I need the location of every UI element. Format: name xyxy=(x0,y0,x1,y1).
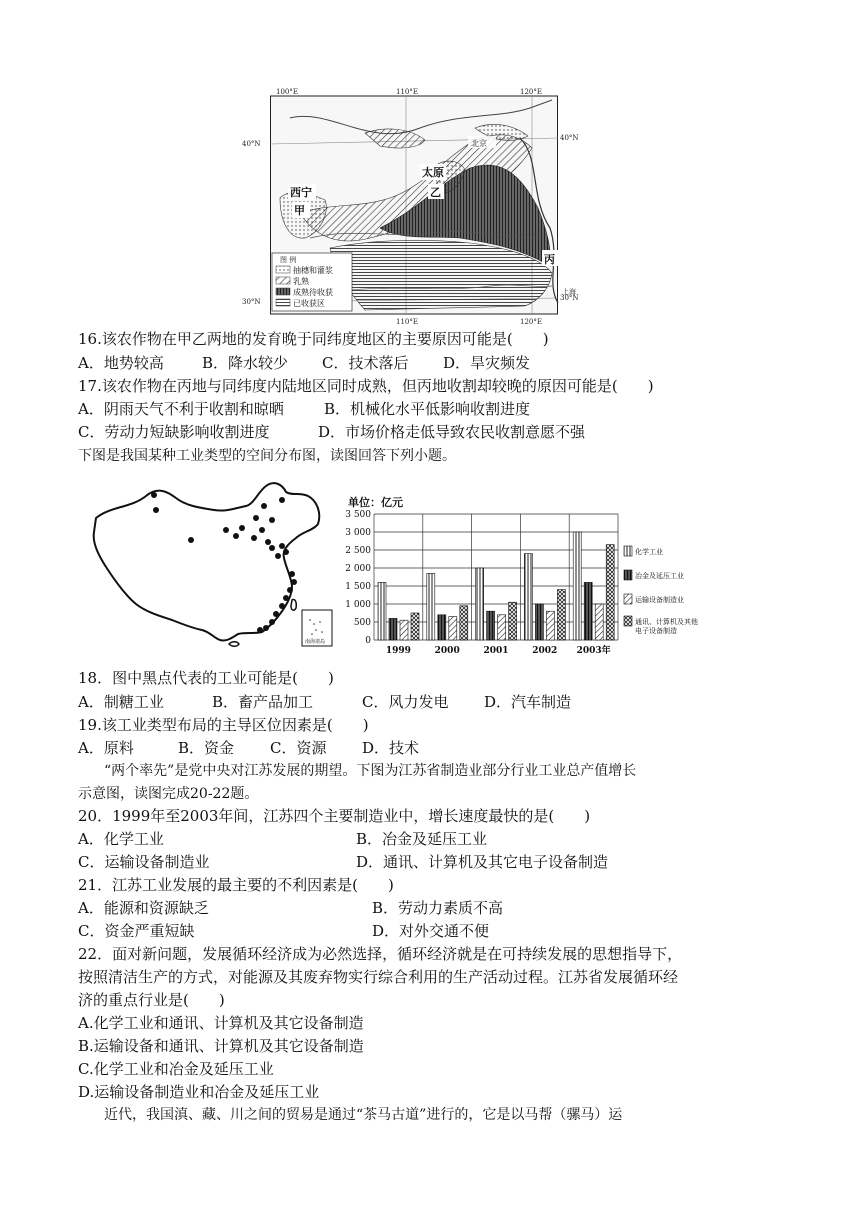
q20-stem: 20．1999年至2003年间，江苏四个主要制造业中，增长速度最快的是( ) xyxy=(78,807,591,825)
lon-label-110: 110°E xyxy=(396,88,418,96)
bar-3 xyxy=(449,617,457,640)
bar-4 xyxy=(606,545,614,640)
legend-swatch xyxy=(624,616,632,626)
legend-title: 图 例 xyxy=(280,256,297,264)
bar-2 xyxy=(535,604,543,640)
bar-1 xyxy=(476,568,484,640)
lat-label-30-right: 30°N xyxy=(560,294,579,302)
y-tick-label: 3 500 xyxy=(345,510,371,520)
x-tick-label: 2001 xyxy=(483,646,509,656)
q19-stem: 19.该工业类型布局的主导区位因素是( ) xyxy=(78,716,369,734)
lon-label-100: 100°E xyxy=(276,88,298,96)
bar-2 xyxy=(438,615,446,640)
q20-option-c: C．运输设备制造业 xyxy=(78,853,210,871)
place-bing: 丙 xyxy=(544,253,555,266)
lon-label-120: 120°E xyxy=(520,88,542,96)
y-tick-label: 500 xyxy=(353,618,371,628)
q16-option-b: B．降水较少 xyxy=(202,354,289,372)
intro-18-19: 下图是我国某种工业类型的空间分布图，读图回答下列小题。 xyxy=(78,448,456,464)
taiwan-island xyxy=(291,599,296,610)
place-xining: 西宁 xyxy=(290,186,312,199)
bar-1 xyxy=(573,532,581,640)
q17-option-d: D．市场价格走低导致农民收割意愿不强 xyxy=(318,423,586,441)
q18-option-b: B．畜产品加工 xyxy=(212,693,314,711)
legend-swatch-1 xyxy=(276,266,290,273)
place-jia: 甲 xyxy=(294,204,305,217)
q22-option-d: D.运输设备制造业和冶金及延压工业 xyxy=(78,1083,320,1101)
legend-label: 运输设备制造业 xyxy=(635,596,684,604)
place-beijing: 北京 xyxy=(471,139,487,148)
q19-option-b: B．资金 xyxy=(178,739,235,757)
q18-stem: 18．图中黑点代表的工业可能是( ) xyxy=(78,669,334,687)
y-tick-label: 1 000 xyxy=(345,600,371,610)
q17-option-b: B．机械化水平低影响收割进度 xyxy=(324,400,531,418)
legend-swatch-3 xyxy=(276,288,290,295)
legend-swatch xyxy=(624,570,632,580)
bar-2 xyxy=(584,582,592,640)
bar-2 xyxy=(389,618,397,640)
y-tick-label: 2 000 xyxy=(345,564,371,574)
bar-1 xyxy=(427,573,435,640)
y-tick-label: 1 500 xyxy=(345,582,371,592)
x-tick-label: 1999 xyxy=(385,646,411,656)
bar-1 xyxy=(524,554,532,640)
q19-option-d: D．技术 xyxy=(362,739,420,757)
legend-item-4: 已收获区 xyxy=(293,299,325,308)
q22-stem-line-2: 按照清洁生产的方式，对能源及其废弃物实行综合利用的生产活动过程。江苏省发展循环经 xyxy=(78,968,679,986)
q20-option-a: A．化学工业 xyxy=(78,830,164,848)
legend-item-2: 乳熟 xyxy=(293,277,309,286)
q19-option-c: C．资源 xyxy=(270,739,327,757)
bar-3 xyxy=(595,604,603,640)
bar-2 xyxy=(487,611,495,640)
q22-option-a: A.化学工业和通讯、计算机及其它设备制造 xyxy=(78,1014,364,1032)
bar-3 xyxy=(498,615,506,640)
x-tick-label: 2002 xyxy=(532,646,558,656)
plot-area xyxy=(345,510,618,656)
bar-3 xyxy=(400,620,408,640)
industry-distribution-map xyxy=(86,478,338,648)
bar-4 xyxy=(557,590,565,640)
y-tick-label: 2 500 xyxy=(345,546,371,556)
chart-title: 单位：亿元 xyxy=(348,496,403,509)
q18-option-c: C．风力发电 xyxy=(362,693,449,711)
chart-legend xyxy=(624,546,698,635)
q16-stem: 16.该农作物在甲乙两地的发育晚于同纬度地区的主要原因可能是( ) xyxy=(78,330,549,348)
legend-swatch xyxy=(624,594,632,604)
china-outline xyxy=(94,483,320,640)
q22-stem-line-3: 济的重点行业是( ) xyxy=(78,991,225,1009)
crop-ripening-map xyxy=(242,88,582,326)
passage-tea-horse-road: 近代，我国滇、藏、川之间的贸易是通过“茶马古道”进行的，它是以马帮（骡马）运 xyxy=(104,1107,623,1123)
legend-label: 冶金及延压工业 xyxy=(635,572,684,580)
intro-20-22-line-2: 示意图，读图完成20-22题。 xyxy=(78,786,259,802)
x-tick-label: 2000 xyxy=(434,646,460,656)
bar-4 xyxy=(509,602,517,640)
q21-option-b: B．劳动力素质不高 xyxy=(372,899,504,917)
q18-option-d: D．汽车制造 xyxy=(484,693,572,711)
legend-item-1: 抽穗和灌浆 xyxy=(293,266,333,275)
q17-stem: 17.该农作物在丙地与同纬度内陆地区同时成熟，但丙地收割却较晚的原因可能是( ) xyxy=(78,377,654,395)
bar-1 xyxy=(378,582,386,640)
bar-4 xyxy=(460,606,468,640)
intro-20-22-line-1: “两个率先”是党中央对江苏发展的期望。下图为江苏省制造业部分行业工业总产值增长 xyxy=(104,763,637,779)
legend-label: 通讯、计算机及其他 xyxy=(635,618,698,626)
q22-option-b: B.运输设备和通讯、计算机及其它设备制造 xyxy=(78,1037,364,1055)
lat-label-40-right: 40°N xyxy=(560,134,579,142)
bar-3 xyxy=(546,611,554,640)
q18-option-a: A．制糖工业 xyxy=(78,693,164,711)
q17-option-c: C．劳动力短缺影响收割进度 xyxy=(78,423,270,441)
legend-swatch-2 xyxy=(276,277,290,284)
q22-option-c: C.化学工业和冶金及延压工业 xyxy=(78,1060,274,1078)
x-tick-label: 2003年 xyxy=(576,646,611,656)
q20-option-d: D．通讯、计算机及其它电子设备制造 xyxy=(356,853,609,871)
legend-label-cont: 电子设备制造 xyxy=(635,627,677,635)
q19-option-a: A．原料 xyxy=(78,739,134,757)
industry-output-chart xyxy=(338,494,698,666)
place-taiyuan: 太原 xyxy=(422,166,444,179)
q21-stem: 21．江苏工业发展的最主要的不利因素是( ) xyxy=(78,876,394,894)
hainan-island xyxy=(229,642,239,647)
legend-label: 化学工业 xyxy=(635,548,663,556)
legend-swatch-4 xyxy=(276,299,290,306)
q17-option-a: A．阴雨天气不利于收割和晾晒 xyxy=(78,400,284,418)
place-shanghai: 上海 xyxy=(562,288,576,296)
bar-4 xyxy=(411,613,419,640)
q22-stem-line-1: 22．面对新问题，发展循环经济成为必然选择，循环经济就是在可持续发展的思想指导下， xyxy=(78,945,683,963)
lat-label-40-left: 40°N xyxy=(242,140,261,148)
lat-label-30-left: 30°N xyxy=(242,298,261,306)
legend-item-3: 成熟待收获 xyxy=(293,288,333,297)
q20-option-b: B．冶金及延压工业 xyxy=(356,830,488,848)
lon-label-120-bottom: 120°E xyxy=(520,318,542,326)
lon-label-110-bottom: 110°E xyxy=(396,318,418,326)
inset-label: 南海诸岛 xyxy=(305,639,326,645)
legend-swatch xyxy=(624,546,632,556)
q21-option-d: D．对外交通不便 xyxy=(372,922,490,940)
q21-option-c: C．资金严重短缺 xyxy=(78,922,195,940)
y-tick-label: 3 000 xyxy=(345,528,371,538)
q16-option-c: C．技术落后 xyxy=(322,354,409,372)
q16-option-d: D．旱灾频发 xyxy=(443,354,531,372)
y-tick-label: 0 xyxy=(365,636,371,646)
place-yi: 乙 xyxy=(430,186,441,199)
q16-option-a: A．地势较高 xyxy=(78,354,164,372)
q21-option-a: A．能源和资源缺乏 xyxy=(78,899,209,917)
